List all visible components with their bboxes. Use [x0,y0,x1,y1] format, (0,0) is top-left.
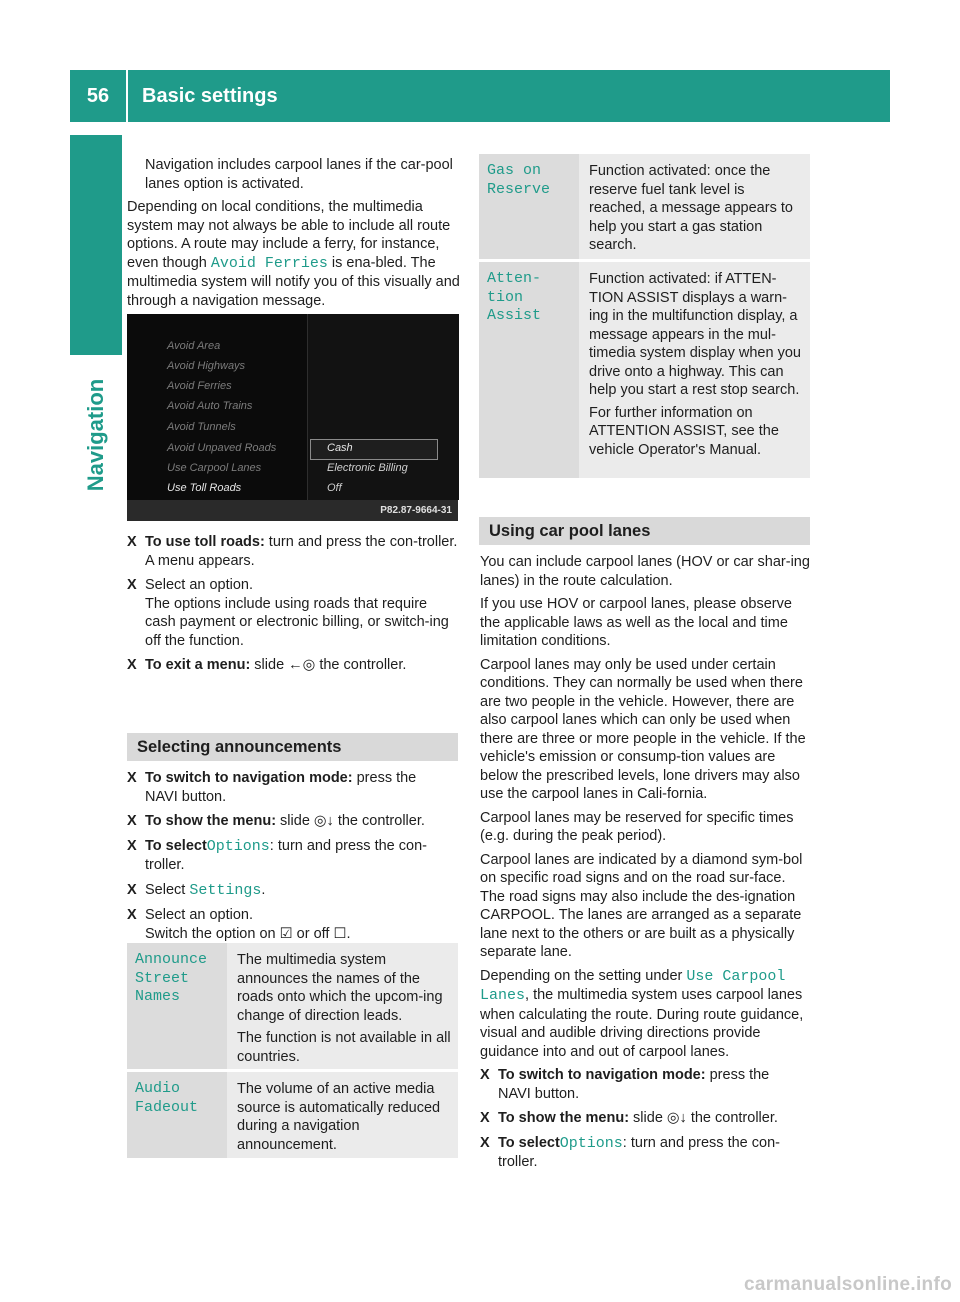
paragraph: Carpool lanes may be reserved for specific times (e.g. during the peak period). [480,809,794,844]
step-item: X To selectOptions: turn and press the con-troller. [480,1134,780,1170]
step-item: X Select an option. The options include using roads that require cash payment or electronic billing, or switch-ing off the function. [127,577,449,649]
left-intro [127,156,461,315]
paragraph: Depending on the setting under Use Carpool Lanes, the multimedia system uses carpool lanes when calculating the route. During route guidance, visual and audible driving directions provide guidance into and out of carpool lanes. [480,967,804,1060]
menu-item: Avoid Auto Trains [167,400,253,412]
nav-screenshot [127,314,458,521]
page-number: 56 [86,85,110,107]
table-desc: Function activated: if ATTEN-TION ASSIST displays a warn-ing in the multifunction display, a message appears in the mul-timedia system display when you drive onto a highway. This can help you start a rest stop search. [589,271,801,398]
menu-item: Use Carpool Lanes [167,462,262,474]
table-desc: The multimedia system announces the names of the roads onto which the upcom-ing change of direction leads. [237,952,443,1024]
table-key: Announce Street Names [135,951,208,1005]
table-key: Audio Fadeout [135,1080,199,1116]
menu-item: Avoid Ferries [167,380,232,392]
table-row [127,1072,458,1158]
paragraph: You can include carpool lanes (HOV or car shar-ing lanes) in the route calculation. [480,554,810,589]
step-item: X To show the menu: slide ◎↓ the controller. [127,813,425,829]
intro-paragraph: Depending on local conditions, the multimedia system may not always be able to include all route options. A route may include a ferry, for instance, even though Avoid Ferries is ena-bled. The multimedia system will notify you of this visually and through a navigation message. [127,199,460,309]
sidebar-label: Navigation [83,378,108,492]
menu-item: Avoid Unpaved Roads [167,442,277,454]
table-row [127,943,458,1069]
step-item: X To selectOptions: turn and press the con-troller. [127,837,427,873]
use-carpool-code: Use Carpool [686,967,786,985]
table-desc: Function activated: once the reserve fuel tank level is reached, a message appears to help you start a gas station search. [589,163,793,253]
paragraph: If you use HOV or carpool lanes, please observe the applicable laws as well as the local and time limitation conditions. [480,596,792,649]
step-item: X Select an option. Switch the option on ☑ or off ☐. [127,907,351,942]
submenu-item-selected: Cash [327,442,353,454]
announcement-steps [127,769,461,949]
section-heading: Using car pool lanes [479,517,810,545]
submenu-item: Electronic Billing [327,462,408,474]
step-item: X Select Settings. [127,881,266,899]
intro-indent: Navigation includes carpool lanes if the car-pool lanes option is activated. [145,157,453,192]
menu-item: Avoid Highways [167,360,246,372]
screenshot-menu-panel [127,314,305,500]
feature-table [479,154,810,478]
step-item: X To use toll roads: turn and press the con-troller. A menu appears. [127,534,458,569]
page-title: Basic settings [142,85,278,107]
menu-item: Avoid Area [167,340,221,352]
menu-item-selected: Use Toll Roads [167,482,242,494]
submenu-item: Off [327,482,342,494]
carpool-text [480,553,814,1178]
step-item: X To exit a menu: slide ←◎ the controller. [127,657,407,673]
step-item: X To show the menu: slide ◎↓ the controller. [480,1110,778,1126]
table-desc: For further information on ATTENTION ASSIST, see the vehicle Operator's Manual. [589,404,779,458]
header-divider [126,70,128,122]
avoid-ferries-code: Avoid Ferries [210,254,328,272]
image-code: P82.87-9664-31 [380,505,452,516]
table-row [479,262,810,478]
table-key: Gas on Reserve [487,162,551,198]
paragraph: Carpool lanes are indicated by a diamond sym-bol on specific road signs and on the road sur-face. The road signs may also include the des-ignation CARPOOL. The lanes are arranged as a separate lane next to the others or are built as a physically separate lane. [480,851,803,960]
table-desc: The volume of an active media source is automatically reduced during a navigation announcement. [237,1081,441,1153]
announcement-table [127,943,458,1158]
table-row [479,154,810,259]
menu-item: Avoid Tunnels [167,421,236,433]
sidebar-block [70,135,122,355]
step-item: X To switch to navigation mode: press the NAVI button. [480,1067,770,1102]
toll-road-steps [127,533,461,681]
watermark: carmanualsonline.info [744,1274,952,1295]
section-heading: Selecting announcements [127,733,458,761]
table-key: Atten‐ tion Assist [487,270,542,324]
page-header [70,70,890,122]
table-desc: The function is not available in all countries. [237,1030,451,1065]
paragraph: Carpool lanes may only be used under certain conditions. They can normally be used when there are two people in the vehicle. However, there are also carpool lanes which can only be used when there are three or more people in the vehicle. If the vehicle's emission or consump-tion values are below the prescribed levels, lone drivers may also use the carpool lanes in Cali-fornia. [480,656,806,802]
lanes-code: Lanes [480,987,526,1004]
step-item: X To switch to navigation mode: press the NAVI button. [127,770,417,805]
